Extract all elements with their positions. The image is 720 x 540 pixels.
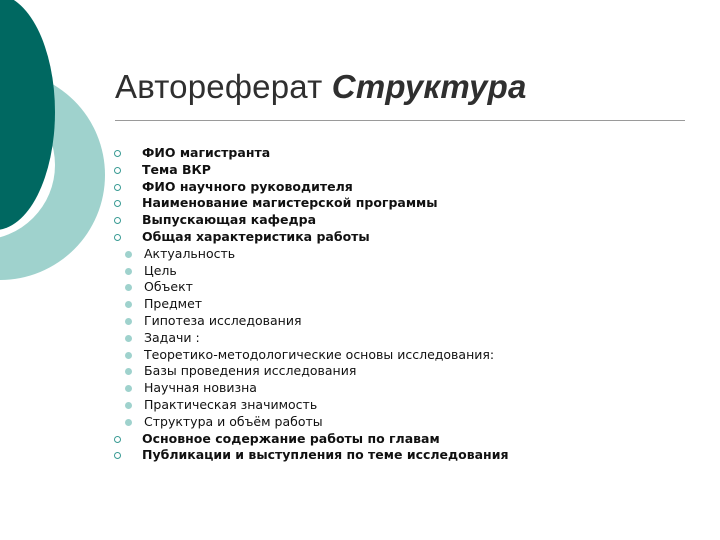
ring-bullet-icon <box>114 234 121 241</box>
dot-bullet-icon <box>125 368 132 375</box>
dot-bullet-icon <box>125 251 132 258</box>
list-item <box>112 212 508 229</box>
sub-list-item-label: Структура и объём работы <box>144 413 323 429</box>
list-item <box>112 447 508 464</box>
outline-list <box>112 145 508 464</box>
sub-list-item-label: Базы проведения исследования <box>144 363 357 379</box>
sub-list-item <box>112 380 508 397</box>
sub-list-item <box>112 397 508 414</box>
list-item-label: ФИО магистранта <box>142 145 271 160</box>
list-item-label: Публикации и выступления по теме исследования <box>142 447 509 463</box>
ring-bullet-icon <box>114 200 121 207</box>
sub-list-item <box>112 347 508 364</box>
slide-title <box>115 68 527 106</box>
list-item <box>112 179 508 196</box>
list-item <box>112 229 508 246</box>
sub-list-item-label: Практическая значимость <box>144 396 318 412</box>
sub-list-item-label: Предмет <box>144 296 203 312</box>
list-item <box>112 431 508 448</box>
sub-list-item-label: Теоретико-методологические основы исследования: <box>144 346 495 362</box>
dot-bullet-icon <box>125 352 132 359</box>
ring-bullet-icon <box>114 217 121 224</box>
sub-list-item-label: Задачи : <box>144 329 200 345</box>
sub-list-item <box>112 246 508 263</box>
sub-list-item-label: Актуальность <box>144 245 236 261</box>
dot-bullet-icon <box>125 301 132 308</box>
sub-list-item-label: Научная новизна <box>144 380 257 396</box>
sub-list-item <box>112 313 508 330</box>
dot-bullet-icon <box>125 385 132 392</box>
title-main: Автореферат <box>115 68 323 105</box>
sub-list-item-label: Гипотеза исследования <box>144 312 302 328</box>
list-item <box>112 195 508 212</box>
dot-bullet-icon <box>125 284 132 291</box>
sub-list <box>112 246 508 431</box>
dot-bullet-icon <box>125 318 132 325</box>
sub-list-item <box>112 263 508 280</box>
ring-bullet-icon <box>114 184 121 191</box>
sub-list-item <box>112 296 508 313</box>
title-divider <box>115 120 685 121</box>
ring-bullet-icon <box>114 167 121 174</box>
ring-bullet-icon <box>114 452 121 459</box>
list-item-label: Наименование магистерской программы <box>142 195 438 211</box>
title-emphasis: Структура <box>331 68 527 105</box>
sub-list-item-label: Цель <box>144 262 177 278</box>
dot-bullet-icon <box>125 402 132 409</box>
ring-bullet-icon <box>114 150 121 157</box>
ring-bullet-icon <box>114 436 121 443</box>
sub-list-item <box>112 363 508 380</box>
list-item <box>112 162 508 179</box>
sub-list-item <box>112 330 508 347</box>
list-item <box>112 145 508 162</box>
list-item-label: Тема ВКР <box>142 161 211 177</box>
list-item-label: ФИО научного руководителя <box>142 178 353 194</box>
dot-bullet-icon <box>125 335 132 342</box>
dot-bullet-icon <box>125 268 132 275</box>
sub-list-item-label: Объект <box>144 279 193 295</box>
list-item-label: Общая характеристика работы <box>142 228 370 244</box>
sub-list-item <box>112 414 508 431</box>
sub-list-item <box>112 279 508 296</box>
sub-list-container <box>112 246 508 431</box>
list-item-label: Выпускающая кафедра <box>142 212 317 228</box>
dot-bullet-icon <box>125 419 132 426</box>
list-item-label: Основное содержание работы по главам <box>142 430 440 446</box>
